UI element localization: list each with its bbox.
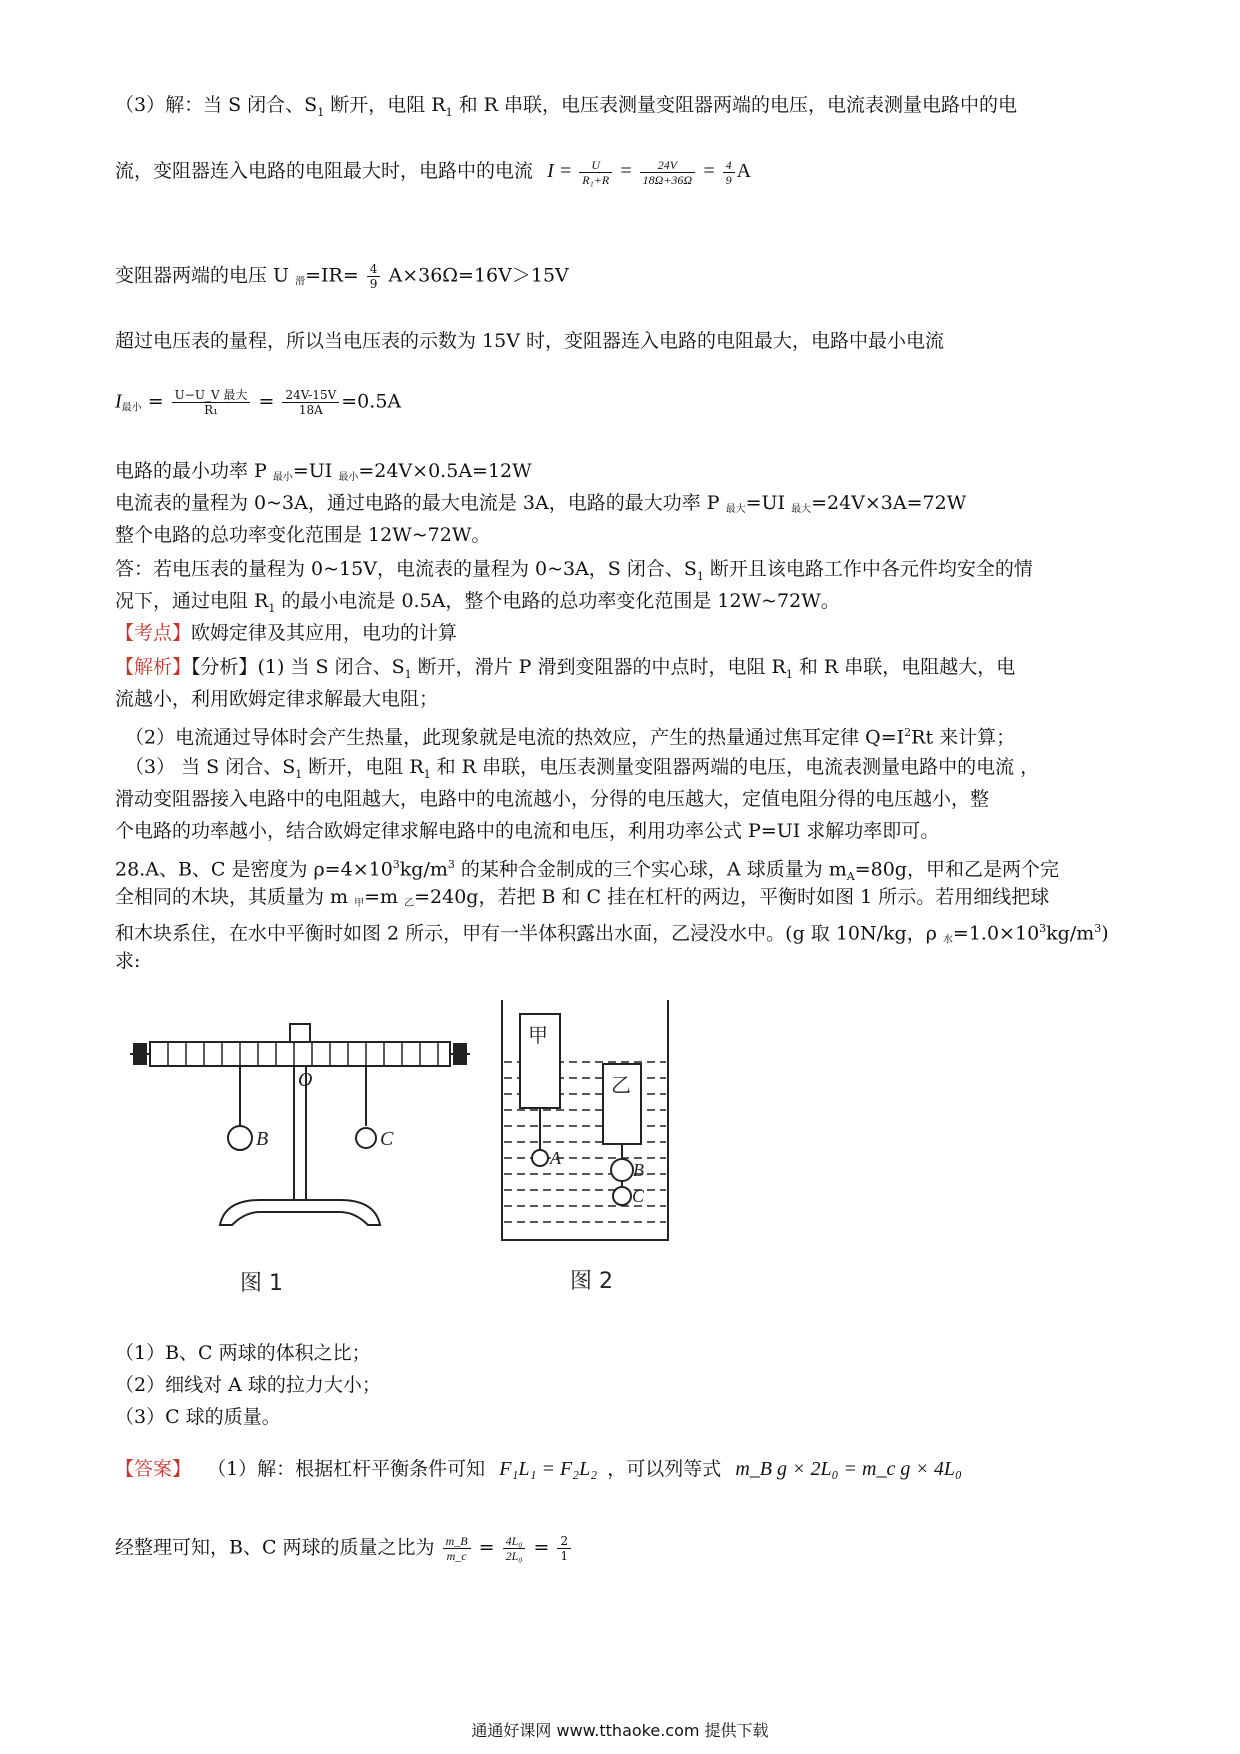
q28-line-4: 求: [115, 950, 141, 972]
fig2-label-B: B [633, 1160, 644, 1180]
fig1-label-O: O [298, 1069, 313, 1091]
power-range-line: 整个电路的总功率变化范围是 12W~72W。 [115, 524, 491, 546]
kaodian-tag: 【考点】 [115, 622, 192, 644]
q28-sub-3: （3）C 球的质量。 [115, 1406, 281, 1428]
s3-line-3: 变阻器两端的电压 U 滑=IR= $\frac{4}{9}$ A×36Ω=16V＞15V [115, 262, 569, 291]
answer-line-1: 答：若电压表的量程为 0~15V，电流表的量程为 0~3A，S 闭合、$S_1$ 断开且该电路工作中各元件均安全的情 [115, 558, 1033, 583]
fig1-label-C: C [380, 1128, 394, 1150]
min-current-formula: I最小 = $\frac{\text{U−U\_V 最大}}{\text{R₁}}$ = $\frac{24V-15V}{18A}$ =0.5A [115, 388, 402, 417]
s3-line-1: （3）解：当 S 闭合、$S_1$ 断开，电阻 $R_1$ 和 R 串联，电压表测量变阻器两端的电压，电流表测量电路中的电 [115, 94, 1018, 119]
jiexi-line-6: 个电路的功率越小，结合欧姆定律求解电路中的电流和电压，利用功率公式 P=UI 求解功率即可。 [115, 820, 940, 842]
q28-line-2: 全相同的木块，其质量为 m 甲=m 乙=240g，若把 B 和 C 挂在杠杆的两边，平衡时如图 1 所示。若用细线把球 [115, 886, 1050, 909]
min-power-line: 电路的最小功率 P 最小=UI 最小=24V×0.5A=12W [115, 460, 532, 483]
fig2-label-A: A [550, 1148, 561, 1168]
jiexi-line-5: 滑动变阻器接入电路中的电阻越大，电路中的电流越小，分得的电压越大，定值电阻分得的电压越小，整 [115, 788, 990, 810]
q28-sub-1: （1）B、C 两球的体积之比； [115, 1342, 371, 1364]
fig2-label-jia: 甲 [528, 1023, 548, 1047]
s3-line-2: 流，变阻器连入电路的电阻最大时，电路中的电流 I = $\frac{U}{\text{R₁+R}}$ = $\frac{24V}{18\Omega+36\Omega}$ = $\frac{4}{9}$ A [115, 158, 752, 187]
q28-line-3: 和木块系住，在水中平衡时如图 2 所示，甲有一半体积露出水面，乙浸没水中。(g 取 10N/kg，ρ 水$=1.0\times 10^3kg/m^3$) [115, 922, 1109, 946]
fig1-caption: 图 1 [240, 1271, 283, 1296]
jiexi-line-1: 【解析】【分析】(1) 当 S 闭合、$S_1$ 断开，滑片 P 滑到变阻器的中点时，电阻 $R_1$ 和 R 串联，电阻越大，电 [115, 656, 1016, 681]
figures [130, 1000, 710, 1300]
answer-line-2: 况下，通过电阻 $R_1$ 的最小电流是 0.5A，整个电路的总功率变化范围是 12W~72W。 [115, 590, 840, 615]
kaodian-line: 【考点】欧姆定律及其应用，电功的计算 [115, 622, 458, 644]
jiexi-line-2: 流越小，利用欧姆定律求解最大电阻； [115, 688, 439, 710]
current-formula: I = $\frac{U}{\text{R₁+R}}$ = $\frac{24V}{18\Omega+36\Omega}$ = $\frac{4}{9}$ A [547, 158, 752, 187]
fig2-label-yi: 乙 [611, 1073, 631, 1097]
jiexi-line-4: （3） 当 S 闭合、$S_1$ 断开，电阻 $R_1$ 和 R 串联，电压表测量变阻器两端的电压，电流表测量电路中的电流 ， [125, 756, 1040, 781]
answer-28-line-1: 【答案】 （1）解：根据杠杆平衡条件可知 F₁L₁ = F₂L₂ ，可以列等式 m_B g × 2L₀ = m_c g × 4L₀ [115, 1458, 962, 1480]
figure-1-lever [130, 1024, 470, 1225]
s3-line-4: 超过电压表的量程，所以当电压表的示数为 15V 时，变阻器连入电路的电阻最大，电路中最小电流 [115, 330, 944, 352]
answer-tag: 【答案】 [115, 1458, 192, 1480]
max-power-line: 电流表的量程为 0~3A，通过电路的最大电流是 3A，电路的最大功率 P 最大=UI 最大=24V×3A=72W [115, 492, 967, 515]
answer-28-line-2: 经整理可知，B、C 两球的质量之比为 $\frac{m\_B}{m\_c}$ = $\frac{\text{4L₀}}{\text{2L₀}}$ = $\frac{2}{1}$ [115, 1534, 573, 1563]
q28-line-1: 28.A、B、C 是密度为 $\rho=4\times 10^3kg/m^3$ 的某种合金制成的三个实心球，A 球质量为 $m_A=80g$，甲和乙是两个完 [115, 858, 1059, 884]
footer: 通通好课网 www.tthaoke.com 提供下载 [471, 1721, 769, 1740]
fig1-label-B: B [256, 1128, 269, 1150]
jiexi-tag: 【解析】 [115, 656, 192, 678]
fig2-caption: 图 2 [570, 1269, 613, 1294]
q28-sub-2: （2）细线对 A 球的拉力大小； [115, 1374, 381, 1396]
jiexi-line-3: （2）电流通过导体时会产生热量，此现象就是电流的热效应，产生的热量通过焦耳定律 $Q=I^2Rt$ 来计算； [125, 726, 1016, 749]
fig2-label-C: C [632, 1186, 645, 1206]
